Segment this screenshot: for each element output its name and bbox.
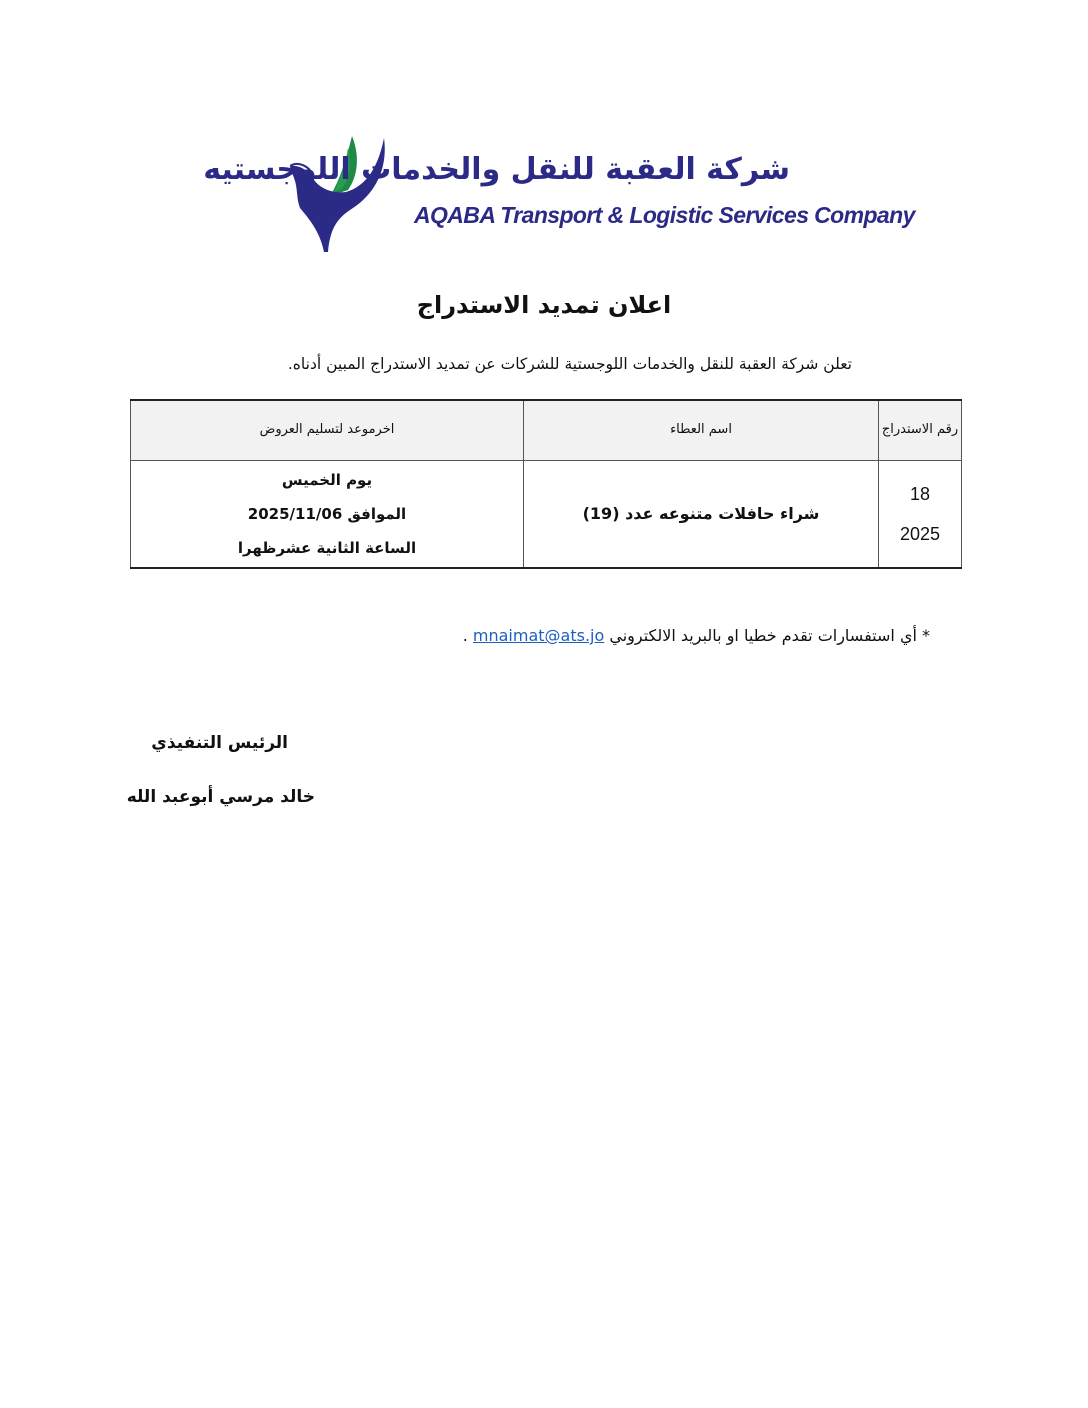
company-logo xyxy=(203,128,915,258)
page-title: اعلان تمديد الاستدراج xyxy=(416,291,672,319)
inquiry-text: * أي استفسارات تقدم خطيا او بالبريد الالكتروني xyxy=(609,626,930,645)
company-name-arabic: شركة العقبة للنقل والخدمات اللوجستيه xyxy=(203,152,790,187)
cell-deadline xyxy=(131,460,524,568)
table-row xyxy=(131,460,962,568)
intro-text: تعلن شركة العقبة للنقل والخدمات اللوجستية للشركات عن تمديد الاستدراج المبين أدناه. xyxy=(287,355,852,373)
signatory-name: خالد مرسي أبوعبد الله xyxy=(126,787,315,807)
bird-wing-logo-icon xyxy=(290,128,400,256)
header-rfq-number: رقم الاستدراج xyxy=(879,400,962,460)
cell-tender-name: شراء حافلات متنوعه عدد (19) xyxy=(524,460,879,568)
rfq-number: 18 xyxy=(909,483,931,504)
rfq-year: 2025 xyxy=(899,523,941,544)
company-name-english: AQABA Transport & Logistic Services Company xyxy=(414,202,915,228)
header-deadline: اخرموعد لتسليم العروض xyxy=(131,400,524,460)
signatory-title: الرئيس التنفيذي xyxy=(151,733,288,753)
email-link[interactable]: mnaimat@ats.jo xyxy=(472,626,605,645)
inquiry-suffix: . xyxy=(462,626,473,645)
header-tender-name: اسم العطاء xyxy=(524,400,879,460)
deadline-time: الساعة الثانية عشرظهرا xyxy=(237,538,417,557)
deadline-date: الموافق 2025/11/06 xyxy=(247,504,407,523)
rfq-table xyxy=(130,399,962,569)
cell-rfq-number xyxy=(879,460,962,568)
table-header-row xyxy=(131,400,962,460)
inquiry-note xyxy=(440,622,930,650)
deadline-day: يوم الخميس xyxy=(281,470,373,489)
